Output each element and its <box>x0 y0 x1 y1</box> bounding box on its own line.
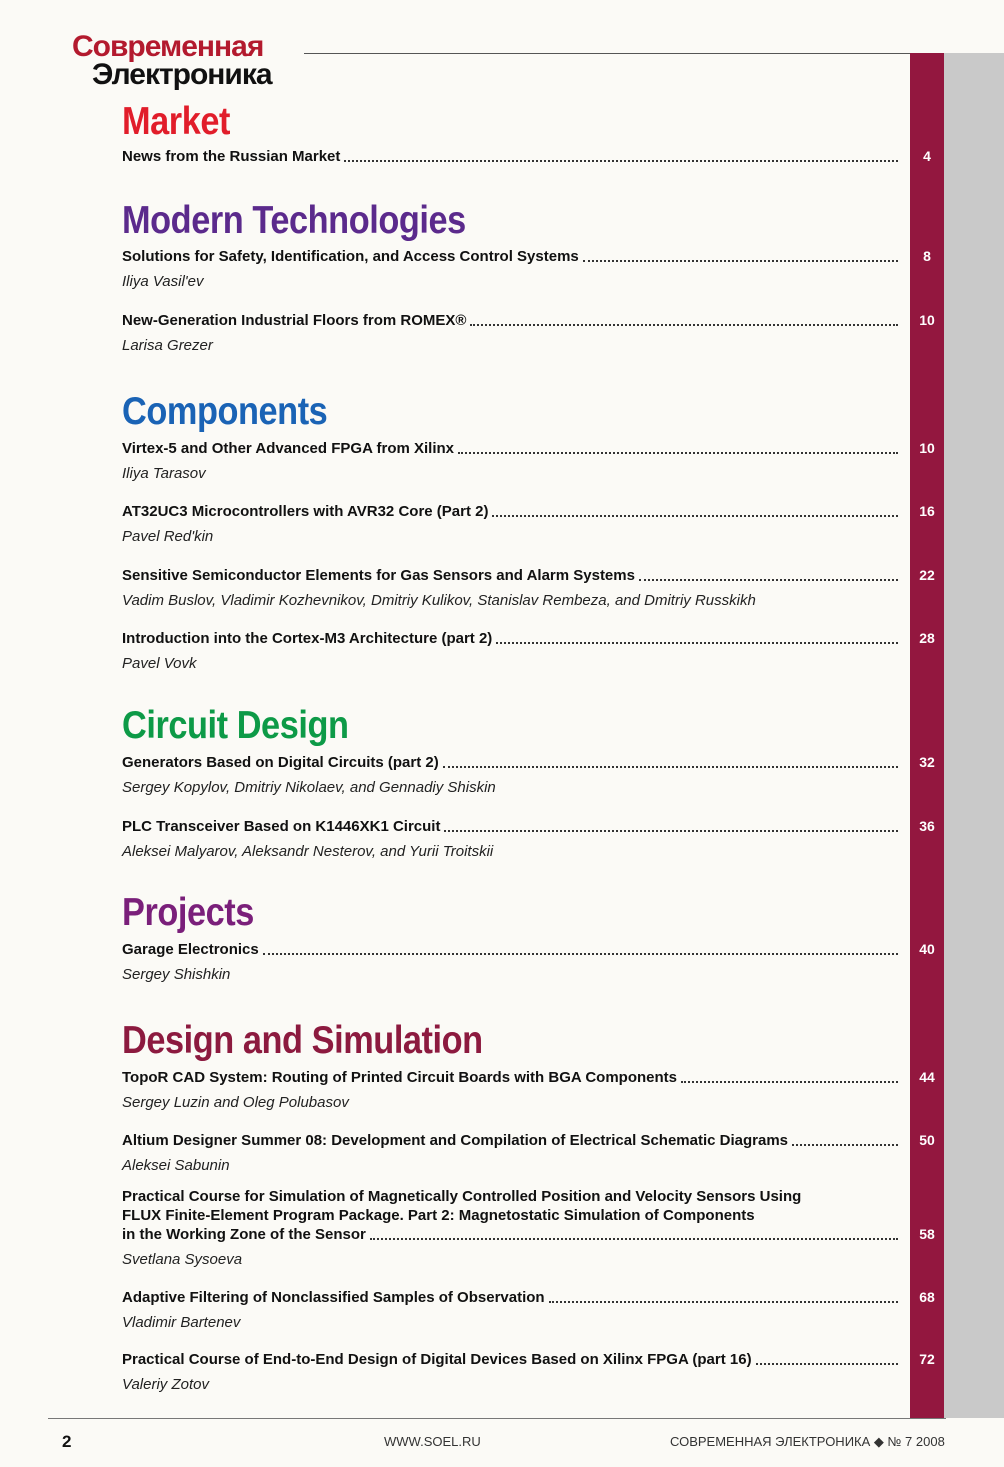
toc-entry[interactable] <box>122 502 898 547</box>
entry-author: Aleksei Malyarov, Aleksandr Nesterov, and Yurii Troitskii <box>122 843 494 860</box>
entry-author: Iliya Vasil'ev <box>122 273 204 290</box>
entry-author: Valeriy Zotov <box>122 1376 209 1393</box>
toc-entry[interactable] <box>122 817 898 862</box>
entry-page-number: 32 <box>919 754 935 770</box>
entry-title-line: FLUX Finite-Element Program Package. Part 2: Magnetostatic Simulation of Components <box>122 1207 755 1224</box>
toc-entry[interactable] <box>122 629 898 674</box>
entry-page-number: 36 <box>919 818 935 834</box>
entry-author: Sergey Kopylov, Dmitriy Nikolaev, and Gennadiy Shiskin <box>122 779 496 796</box>
toc-entry[interactable] <box>122 247 898 292</box>
section-heading-projects: Projects <box>122 891 254 934</box>
footer-website[interactable]: WWW.SOEL.RU <box>384 1434 481 1449</box>
dot-leader <box>263 949 898 955</box>
dot-leader <box>458 448 898 454</box>
section-heading-market: Market <box>122 100 231 143</box>
toc-entry[interactable] <box>122 566 898 611</box>
entry-title: Adaptive Filtering of Nonclassified Samples of Observation <box>122 1289 545 1306</box>
entry-author: Sergey Shishkin <box>122 966 231 983</box>
section-heading-design-and-simulation: Design and Simulation <box>122 1019 483 1062</box>
dot-leader <box>444 826 898 832</box>
entry-page-number: 58 <box>919 1226 935 1242</box>
section-heading-components: Components <box>122 390 328 433</box>
footer-magazine-issue: СОВРЕМЕННАЯ ЭЛЕКТРОНИКА ◆ № 7 2008 <box>670 1434 945 1449</box>
section-heading-modern-technologies: Modern Technologies <box>122 199 466 242</box>
entry-title: Introduction into the Cortex-M3 Architecture (part 2) <box>122 630 493 647</box>
entry-page-number: 4 <box>923 148 931 164</box>
entry-author: Sergey Luzin and Oleg Polubasov <box>122 1094 349 1111</box>
toc-entry[interactable] <box>122 1187 898 1270</box>
entry-title: Practical Course of End-to-End Design of Digital Devices Based on Xilinx FPGA (part 16) <box>122 1351 752 1368</box>
dot-leader <box>639 575 898 581</box>
footer-page-number: 2 <box>62 1432 72 1451</box>
entry-title: PLC Transceiver Based on K1446XK1 Circuit <box>122 818 441 835</box>
footer-rule <box>48 1418 946 1419</box>
entry-author: Pavel Red'kin <box>122 528 214 545</box>
header-rule <box>304 53 910 54</box>
entry-title: TopoR CAD System: Routing of Printed Circuit Boards with BGA Components <box>122 1069 677 1086</box>
logo-line-2: Электроника <box>92 58 272 91</box>
toc-entry[interactable] <box>122 1288 898 1333</box>
dot-leader <box>549 1297 898 1303</box>
entry-page-number: 16 <box>919 503 935 519</box>
toc-entry[interactable] <box>122 439 898 484</box>
entry-author: Larisa Grezer <box>122 337 213 354</box>
entry-title-line: Practical Course for Simulation of Magnetically Controlled Position and Velocity Sensors Using <box>122 1188 802 1205</box>
entry-author: Pavel Vovk <box>122 655 197 672</box>
toc-entry[interactable] <box>122 311 898 356</box>
dot-leader <box>681 1077 898 1083</box>
dot-leader <box>792 1140 898 1146</box>
entry-title: Virtex-5 and Other Advanced FPGA from Xilinx <box>122 440 455 457</box>
entry-title-line: in the Working Zone of the Sensor <box>122 1226 366 1243</box>
entry-page-number: 10 <box>919 440 935 456</box>
entry-title: Solutions for Safety, Identification, and Access Control Systems <box>122 248 579 265</box>
entry-page-number: 8 <box>923 248 931 264</box>
entry-page-number: 50 <box>919 1132 935 1148</box>
entry-page-number: 10 <box>919 312 935 328</box>
section-heading-circuit-design: Circuit Design <box>122 704 349 747</box>
entry-title: Garage Electronics <box>122 941 259 958</box>
entry-page-number: 40 <box>919 941 935 957</box>
entry-page-number: 28 <box>919 630 935 646</box>
dot-leader <box>344 156 898 162</box>
entry-author: Aleksei Sabunin <box>122 1157 230 1174</box>
dot-leader <box>492 511 898 517</box>
toc-entry[interactable] <box>122 1350 898 1395</box>
entry-author: Iliya Tarasov <box>122 465 206 482</box>
entry-title: Generators Based on Digital Circuits (part 2) <box>122 754 439 771</box>
entry-page-number: 72 <box>919 1351 935 1367</box>
toc-entry[interactable] <box>122 940 898 985</box>
toc-entry[interactable] <box>122 1131 898 1176</box>
dot-leader <box>470 320 898 326</box>
toc-entry[interactable] <box>122 1068 898 1113</box>
entry-title: Sensitive Semiconductor Elements for Gas Sensors and Alarm Systems <box>122 567 635 584</box>
entry-title: News from the Russian Market <box>122 148 341 165</box>
dot-leader <box>496 638 898 644</box>
side-margin-strip <box>944 53 1004 1418</box>
dot-leader <box>443 762 898 768</box>
entry-title: New-Generation Industrial Floors from ROMEX® <box>122 312 467 329</box>
logo-line-1: Современная <box>72 30 264 63</box>
entry-page-number: 22 <box>919 567 935 583</box>
magazine-logo <box>72 30 302 92</box>
entry-title: Altium Designer Summer 08: Development and Compilation of Electrical Schematic Diagrams <box>122 1132 789 1149</box>
dot-leader <box>370 1234 898 1240</box>
entry-author: Vladimir Bartenev <box>122 1314 241 1331</box>
dot-leader <box>756 1359 898 1365</box>
entry-title: AT32UC3 Microcontrollers with AVR32 Core (Part 2) <box>122 503 489 520</box>
entry-page-number: 68 <box>919 1289 935 1305</box>
dot-leader <box>583 256 898 262</box>
toc-entry[interactable] <box>122 147 898 166</box>
entry-page-number: 44 <box>919 1069 935 1085</box>
entry-author: Svetlana Sysoeva <box>122 1251 243 1268</box>
entry-author: Vadim Buslov, Vladimir Kozhevnikov, Dmitriy Kulikov, Stanislav Rembeza, and Dmitriy Russkikh <box>122 592 756 609</box>
toc-entry[interactable] <box>122 753 898 798</box>
